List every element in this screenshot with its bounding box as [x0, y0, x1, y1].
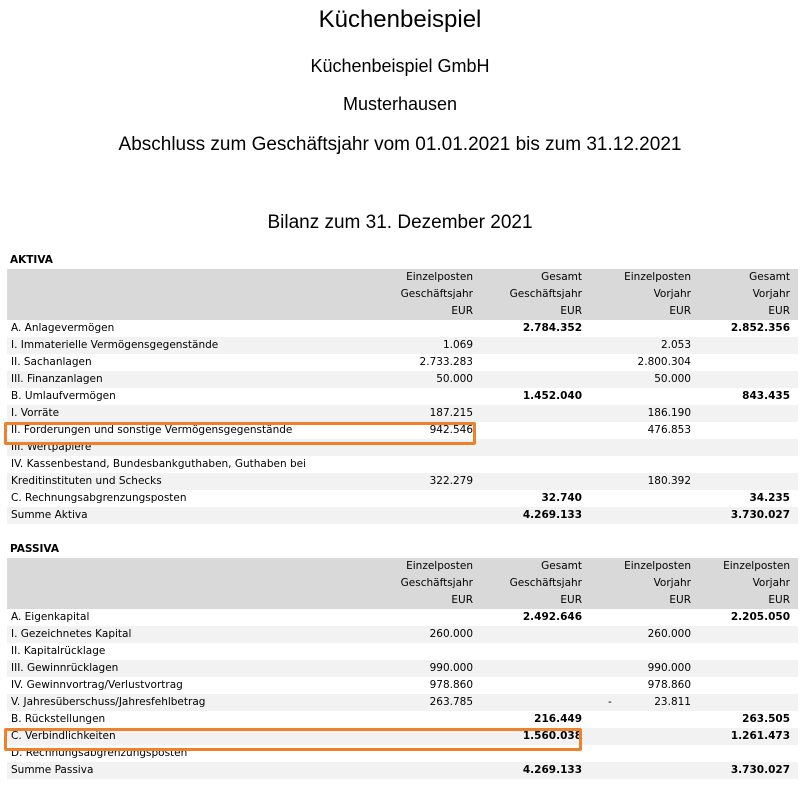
- value-cell: [590, 490, 699, 507]
- column-header: Vorjahr: [699, 575, 798, 592]
- table-row: [7, 694, 798, 711]
- value-cell: 990.000: [377, 660, 481, 677]
- row-label: II. Sachanlagen: [7, 354, 377, 371]
- table-row: [7, 456, 798, 473]
- value-cell: 263.785: [377, 694, 481, 711]
- value-cell: [699, 643, 798, 660]
- header-row: [7, 558, 798, 575]
- value-cell: [699, 694, 798, 711]
- column-header: EUR: [590, 303, 699, 320]
- value-cell: 186.190: [590, 405, 699, 422]
- table-row: [7, 490, 798, 507]
- value-cell: 2.800.304: [590, 354, 699, 371]
- header-row: [7, 303, 798, 320]
- column-header: Gesamt: [481, 558, 590, 575]
- column-header: EUR: [481, 592, 590, 609]
- table-row: [7, 762, 798, 779]
- table-row: [7, 354, 798, 371]
- column-header: Einzelposten: [699, 558, 798, 575]
- column-header: Vorjahr: [590, 575, 699, 592]
- value-cell: [377, 507, 481, 524]
- value-cell: 2.852.356: [699, 320, 798, 337]
- table-row: [7, 677, 798, 694]
- row-label: C. Rechnungsabgrenzungsposten: [7, 490, 377, 507]
- row-label: IV. Gewinnvortrag/Verlustvortrag: [7, 677, 377, 694]
- value-cell: 990.000: [590, 660, 699, 677]
- balance-sheet-title: Bilanz zum 31. Dezember 2021: [267, 212, 533, 233]
- column-header: EUR: [699, 592, 798, 609]
- table-row: [7, 337, 798, 354]
- header-cell-empty: [7, 558, 377, 575]
- value-cell: [377, 388, 481, 405]
- value-cell: 260.000: [377, 626, 481, 643]
- value-cell: [699, 439, 798, 456]
- header-row: [7, 575, 798, 592]
- row-label: IV. Kassenbestand, Bundesbankguthaben, Guthaben bei: [7, 456, 377, 473]
- row-label: III. Gewinnrücklagen: [7, 660, 377, 677]
- row-label: Kreditinstituten und Schecks: [7, 473, 377, 490]
- value-cell: 2.784.352: [481, 320, 590, 337]
- value-cell: [699, 745, 798, 762]
- header-cell-empty: [7, 269, 377, 286]
- row-label: II. Kapitalrücklage: [7, 643, 377, 660]
- value-cell: [699, 422, 798, 439]
- column-header: Vorjahr: [590, 286, 699, 303]
- column-header: EUR: [699, 303, 798, 320]
- value-cell: [699, 337, 798, 354]
- value-cell: 34.235: [699, 490, 798, 507]
- value-cell: [377, 609, 481, 626]
- row-label: I. Immaterielle Vermögensgegenstände: [7, 337, 377, 354]
- row-label: Summe Passiva: [7, 762, 377, 779]
- value-cell: 4.269.133: [481, 762, 590, 779]
- value-cell: [590, 507, 699, 524]
- value-cell: [377, 456, 481, 473]
- column-header: Gesamt: [481, 269, 590, 286]
- value-cell: 4.269.133: [481, 507, 590, 524]
- header-row: [7, 286, 798, 303]
- value-cell: [481, 677, 590, 694]
- value-cell: [481, 626, 590, 643]
- column-header: EUR: [377, 592, 481, 609]
- value-cell: [481, 337, 590, 354]
- passiva-label: PASSIVA: [10, 543, 59, 555]
- row-label: II. Forderungen und sonstige Vermögensgegenstände: [7, 422, 377, 439]
- value-cell: [590, 694, 699, 711]
- table-row: [7, 473, 798, 490]
- value-cell: [481, 354, 590, 371]
- table-row: [7, 507, 798, 524]
- column-header: Geschäftsjahr: [481, 575, 590, 592]
- company-name: Küchenbeispiel GmbH: [310, 56, 490, 76]
- value-cell: 2.733.283: [377, 354, 481, 371]
- value-cell: 263.505: [699, 711, 798, 728]
- value-cell: 1.560.038: [481, 728, 590, 745]
- column-header: Einzelposten: [377, 558, 481, 575]
- value-cell: 2.053: [590, 337, 699, 354]
- header-row: [7, 592, 798, 609]
- aktiva-label: AKTIVA: [10, 254, 53, 266]
- row-label: Summe Aktiva: [7, 507, 377, 524]
- table-row: [7, 711, 798, 728]
- value-cell: [699, 626, 798, 643]
- column-header: Einzelposten: [590, 269, 699, 286]
- value-cell: 260.000: [590, 626, 699, 643]
- value-cell: [481, 456, 590, 473]
- column-header: Geschäftsjahr: [481, 286, 590, 303]
- row-label: III. Wertpapiere: [7, 439, 377, 456]
- table-row: [7, 388, 798, 405]
- value-cell: [377, 320, 481, 337]
- row-label: D. Rechnungsabgrenzungsposten: [7, 745, 377, 762]
- table-row: [7, 643, 798, 660]
- value-cell: [481, 473, 590, 490]
- column-header: EUR: [590, 592, 699, 609]
- highlight-verbindlichkeiten: [4, 728, 582, 751]
- value-cell: 3.730.027: [699, 762, 798, 779]
- row-label: III. Finanzanlagen: [7, 371, 377, 388]
- row-label: A. Anlagevermögen: [7, 320, 377, 337]
- value-cell: [377, 490, 481, 507]
- value-cell: [590, 728, 699, 745]
- value-cell: [590, 745, 699, 762]
- column-header: EUR: [377, 303, 481, 320]
- value-cell: [590, 643, 699, 660]
- page-title: Küchenbeispiel: [318, 6, 482, 33]
- negative-sign: -: [608, 696, 612, 708]
- row-label: I. Gezeichnetes Kapital: [7, 626, 377, 643]
- value-cell: [699, 660, 798, 677]
- value-cell: 2.205.050: [699, 609, 798, 626]
- header-cell-empty: [7, 575, 377, 592]
- value-text: 23.811: [654, 696, 691, 708]
- value-cell: [699, 405, 798, 422]
- table-row: [7, 660, 798, 677]
- header-cell-empty: [7, 286, 377, 303]
- value-cell: [590, 711, 699, 728]
- value-cell: [481, 660, 590, 677]
- value-cell: [481, 422, 590, 439]
- value-cell: 2.492.646: [481, 609, 590, 626]
- value-cell: [699, 354, 798, 371]
- table-row: [7, 609, 798, 626]
- table-row: [7, 371, 798, 388]
- value-cell: [377, 762, 481, 779]
- value-cell: [481, 439, 590, 456]
- value-cell: 322.279: [377, 473, 481, 490]
- value-cell: [699, 677, 798, 694]
- company-city: Musterhausen: [342, 94, 458, 114]
- value-cell: 978.860: [590, 677, 699, 694]
- value-cell: [481, 694, 590, 711]
- header-cell-empty: [7, 303, 377, 320]
- highlight-forderungen: [4, 422, 476, 445]
- value-cell: 216.449: [481, 711, 590, 728]
- value-cell: [481, 643, 590, 660]
- value-cell: [590, 609, 699, 626]
- value-cell: 1.069: [377, 337, 481, 354]
- value-cell: [590, 320, 699, 337]
- column-header: Einzelposten: [590, 558, 699, 575]
- row-label: A. Eigenkapital: [7, 609, 377, 626]
- row-label: C. Verbindlichkeiten: [7, 728, 377, 745]
- value-cell: 187.215: [377, 405, 481, 422]
- value-cell: 32.740: [481, 490, 590, 507]
- fiscal-period: Abschluss zum Geschäftsjahr vom 01.01.2021 bis zum 31.12.2021: [118, 134, 682, 155]
- value-cell: 50.000: [590, 371, 699, 388]
- value-cell: 1.452.040: [481, 388, 590, 405]
- value-cell: 476.853: [590, 422, 699, 439]
- column-header: Gesamt: [699, 269, 798, 286]
- row-label: V. Jahresüberschuss/Jahresfehlbetrag: [7, 694, 377, 711]
- value-cell: 942.546: [377, 422, 481, 439]
- value-cell: [481, 371, 590, 388]
- value-cell: [699, 456, 798, 473]
- row-label: I. Vorräte: [7, 405, 377, 422]
- column-header: Vorjahr: [699, 286, 798, 303]
- value-cell: [377, 643, 481, 660]
- value-cell: [377, 711, 481, 728]
- value-cell: 1.261.473: [699, 728, 798, 745]
- table-row: [7, 626, 798, 643]
- value-cell: [699, 473, 798, 490]
- column-header: Geschäftsjahr: [377, 286, 481, 303]
- header-row: [7, 269, 798, 286]
- table-row: [7, 405, 798, 422]
- value-cell: [481, 405, 590, 422]
- row-label: B. Umlaufvermögen: [7, 388, 377, 405]
- value-cell: [590, 388, 699, 405]
- value-cell: 843.435: [699, 388, 798, 405]
- column-header: Einzelposten: [377, 269, 481, 286]
- value-cell: 3.730.027: [699, 507, 798, 524]
- value-cell: 180.392: [590, 473, 699, 490]
- value-cell: 50.000: [377, 371, 481, 388]
- value-cell: [590, 456, 699, 473]
- column-header: Geschäftsjahr: [377, 575, 481, 592]
- value-cell: [699, 371, 798, 388]
- row-label: B. Rückstellungen: [7, 711, 377, 728]
- value-cell: 978.860: [377, 677, 481, 694]
- header-cell-empty: [7, 592, 377, 609]
- value-cell: [590, 762, 699, 779]
- value-cell: [590, 439, 699, 456]
- aktiva-table: [7, 269, 798, 524]
- table-row: [7, 320, 798, 337]
- column-header: EUR: [481, 303, 590, 320]
